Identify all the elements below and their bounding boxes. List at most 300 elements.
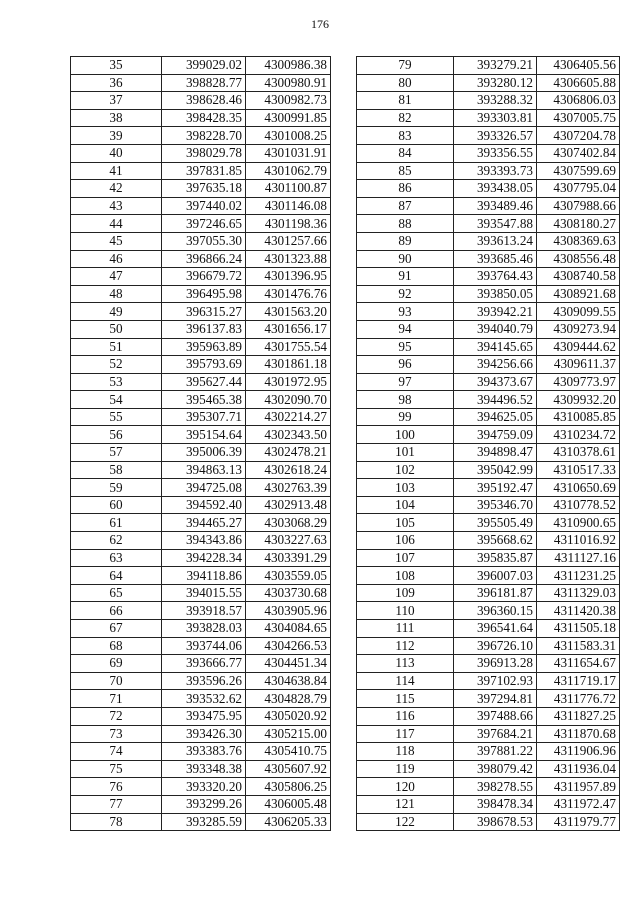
y-coordinate-cell: 4310900.65: [537, 514, 620, 532]
table-row: [357, 690, 620, 708]
point-number-cell: 91: [357, 268, 454, 286]
y-coordinate-cell: 4306806.03: [537, 92, 620, 110]
table-row: [357, 672, 620, 690]
point-number-cell: 44: [71, 215, 162, 233]
table-row: [71, 92, 331, 110]
x-coordinate-cell: 398428.35: [162, 109, 246, 127]
table-row: [71, 672, 331, 690]
point-number-cell: 36: [71, 74, 162, 92]
x-coordinate-cell: 393320.20: [162, 778, 246, 796]
y-coordinate-cell: 4308556.48: [537, 250, 620, 268]
point-number-cell: 46: [71, 250, 162, 268]
point-number-cell: 62: [71, 532, 162, 550]
x-coordinate-cell: 395835.87: [454, 549, 537, 567]
y-coordinate-cell: 4310650.69: [537, 479, 620, 497]
point-number-cell: 102: [357, 461, 454, 479]
point-number-cell: 89: [357, 232, 454, 250]
y-coordinate-cell: 4309444.62: [537, 338, 620, 356]
point-number-cell: 69: [71, 655, 162, 673]
table-row: [357, 197, 620, 215]
x-coordinate-cell: 393532.62: [162, 690, 246, 708]
table-row: [71, 426, 331, 444]
point-number-cell: 105: [357, 514, 454, 532]
x-coordinate-cell: 397488.66: [454, 707, 537, 725]
table-row: [357, 479, 620, 497]
x-coordinate-cell: 396726.10: [454, 637, 537, 655]
x-coordinate-cell: 396007.03: [454, 567, 537, 585]
y-coordinate-cell: 4311719.17: [537, 672, 620, 690]
point-number-cell: 84: [357, 144, 454, 162]
y-coordinate-cell: 4303905.96: [246, 602, 331, 620]
x-coordinate-cell: 393489.46: [454, 197, 537, 215]
point-number-cell: 52: [71, 356, 162, 374]
x-coordinate-cell: 393303.81: [454, 109, 537, 127]
y-coordinate-cell: 4304451.34: [246, 655, 331, 673]
point-number-cell: 59: [71, 479, 162, 497]
y-coordinate-cell: 4300991.85: [246, 109, 331, 127]
y-coordinate-cell: 4307402.84: [537, 144, 620, 162]
x-coordinate-cell: 395793.69: [162, 356, 246, 374]
y-coordinate-cell: 4309932.20: [537, 391, 620, 409]
y-coordinate-cell: 4310234.72: [537, 426, 620, 444]
y-coordinate-cell: 4301100.87: [246, 180, 331, 198]
table-row: [357, 567, 620, 585]
x-coordinate-cell: 398079.42: [454, 760, 537, 778]
x-coordinate-cell: 393383.76: [162, 743, 246, 761]
point-number-cell: 65: [71, 584, 162, 602]
x-coordinate-cell: 393426.30: [162, 725, 246, 743]
x-coordinate-cell: 393547.88: [454, 215, 537, 233]
x-coordinate-cell: 395192.47: [454, 479, 537, 497]
x-coordinate-cell: 394898.47: [454, 444, 537, 462]
x-coordinate-cell: 393828.03: [162, 620, 246, 638]
table-row: [357, 162, 620, 180]
y-coordinate-cell: 4301146.08: [246, 197, 331, 215]
point-number-cell: 66: [71, 602, 162, 620]
x-coordinate-cell: 394496.52: [454, 391, 537, 409]
y-coordinate-cell: 4301008.25: [246, 127, 331, 145]
x-coordinate-cell: 394118.86: [162, 567, 246, 585]
table-row: [71, 180, 331, 198]
x-coordinate-cell: 396495.98: [162, 285, 246, 303]
x-coordinate-cell: 396866.24: [162, 250, 246, 268]
point-number-cell: 96: [357, 356, 454, 374]
table-row: [71, 637, 331, 655]
table-row: [357, 144, 620, 162]
x-coordinate-cell: 398628.46: [162, 92, 246, 110]
page-number: 176: [311, 17, 329, 31]
x-coordinate-cell: 393438.05: [454, 180, 537, 198]
x-coordinate-cell: 397635.18: [162, 180, 246, 198]
x-coordinate-cell: 394040.79: [454, 320, 537, 338]
x-coordinate-cell: 397440.02: [162, 197, 246, 215]
table-row: [71, 778, 331, 796]
y-coordinate-cell: 4301031.91: [246, 144, 331, 162]
x-coordinate-cell: 393744.06: [162, 637, 246, 655]
x-coordinate-cell: 397684.21: [454, 725, 537, 743]
point-number-cell: 122: [357, 813, 454, 831]
table-row: [71, 707, 331, 725]
y-coordinate-cell: 4304638.84: [246, 672, 331, 690]
point-number-cell: 40: [71, 144, 162, 162]
x-coordinate-cell: 398678.53: [454, 813, 537, 831]
x-coordinate-cell: 394343.86: [162, 532, 246, 550]
point-number-cell: 119: [357, 760, 454, 778]
y-coordinate-cell: 4301656.17: [246, 320, 331, 338]
x-coordinate-cell: 394725.08: [162, 479, 246, 497]
table-row: [357, 232, 620, 250]
x-coordinate-cell: 397246.65: [162, 215, 246, 233]
x-coordinate-cell: 395668.62: [454, 532, 537, 550]
point-number-cell: 95: [357, 338, 454, 356]
point-number-cell: 121: [357, 795, 454, 813]
point-number-cell: 68: [71, 637, 162, 655]
y-coordinate-cell: 4302343.50: [246, 426, 331, 444]
x-coordinate-cell: 395627.44: [162, 373, 246, 391]
point-number-cell: 64: [71, 567, 162, 585]
table-row: [71, 285, 331, 303]
y-coordinate-cell: 4301323.88: [246, 250, 331, 268]
table-row: [71, 690, 331, 708]
point-number-cell: 79: [357, 57, 454, 75]
x-coordinate-cell: 393299.26: [162, 795, 246, 813]
y-coordinate-cell: 4311906.96: [537, 743, 620, 761]
point-number-cell: 39: [71, 127, 162, 145]
y-coordinate-cell: 4302763.39: [246, 479, 331, 497]
table-row: [357, 74, 620, 92]
point-number-cell: 53: [71, 373, 162, 391]
y-coordinate-cell: 4301257.66: [246, 232, 331, 250]
table-row: [71, 655, 331, 673]
y-coordinate-cell: 4311231.25: [537, 567, 620, 585]
x-coordinate-cell: 393942.21: [454, 303, 537, 321]
y-coordinate-cell: 4301755.54: [246, 338, 331, 356]
x-coordinate-cell: 397055.30: [162, 232, 246, 250]
point-number-cell: 93: [357, 303, 454, 321]
y-coordinate-cell: 4311827.25: [537, 707, 620, 725]
point-number-cell: 74: [71, 743, 162, 761]
x-coordinate-cell: 393279.21: [454, 57, 537, 75]
y-coordinate-cell: 4311957.89: [537, 778, 620, 796]
y-coordinate-cell: 4311870.68: [537, 725, 620, 743]
x-coordinate-cell: 393613.24: [454, 232, 537, 250]
table-row: [357, 813, 620, 831]
point-number-cell: 73: [71, 725, 162, 743]
x-coordinate-cell: 396541.64: [454, 620, 537, 638]
y-coordinate-cell: 4303227.63: [246, 532, 331, 550]
table-row: [357, 743, 620, 761]
point-number-cell: 85: [357, 162, 454, 180]
y-coordinate-cell: 4301861.18: [246, 356, 331, 374]
table-row: [71, 373, 331, 391]
table-row: [357, 391, 620, 409]
table-row: [357, 549, 620, 567]
point-number-cell: 118: [357, 743, 454, 761]
point-number-cell: 48: [71, 285, 162, 303]
table-row: [357, 655, 620, 673]
y-coordinate-cell: 4307204.78: [537, 127, 620, 145]
table-row: [71, 479, 331, 497]
point-number-cell: 61: [71, 514, 162, 532]
table-row: [71, 760, 331, 778]
table-row: [71, 144, 331, 162]
x-coordinate-cell: 393326.57: [454, 127, 537, 145]
point-number-cell: 90: [357, 250, 454, 268]
point-number-cell: 71: [71, 690, 162, 708]
point-number-cell: 108: [357, 567, 454, 585]
x-coordinate-cell: 396360.15: [454, 602, 537, 620]
point-number-cell: 103: [357, 479, 454, 497]
point-number-cell: 43: [71, 197, 162, 215]
y-coordinate-cell: 4304084.65: [246, 620, 331, 638]
y-coordinate-cell: 4302090.70: [246, 391, 331, 409]
x-coordinate-cell: 394373.67: [454, 373, 537, 391]
y-coordinate-cell: 4308180.27: [537, 215, 620, 233]
x-coordinate-cell: 395346.70: [454, 496, 537, 514]
table-row: [71, 162, 331, 180]
y-coordinate-cell: 4302913.48: [246, 496, 331, 514]
point-number-cell: 67: [71, 620, 162, 638]
table-row: [71, 743, 331, 761]
y-coordinate-cell: 4309773.97: [537, 373, 620, 391]
y-coordinate-cell: 4301476.76: [246, 285, 331, 303]
point-number-cell: 35: [71, 57, 162, 75]
point-number-cell: 99: [357, 408, 454, 426]
point-number-cell: 100: [357, 426, 454, 444]
x-coordinate-cell: 394256.66: [454, 356, 537, 374]
point-number-cell: 109: [357, 584, 454, 602]
table-row: [71, 268, 331, 286]
point-number-cell: 37: [71, 92, 162, 110]
y-coordinate-cell: 4305020.92: [246, 707, 331, 725]
y-coordinate-cell: 4307795.04: [537, 180, 620, 198]
y-coordinate-cell: 4303391.29: [246, 549, 331, 567]
point-number-cell: 87: [357, 197, 454, 215]
x-coordinate-cell: 393280.12: [454, 74, 537, 92]
y-coordinate-cell: 4303730.68: [246, 584, 331, 602]
x-coordinate-cell: 398828.77: [162, 74, 246, 92]
table-row: [71, 532, 331, 550]
table-row: [71, 725, 331, 743]
table-row: [71, 74, 331, 92]
x-coordinate-cell: 393393.73: [454, 162, 537, 180]
y-coordinate-cell: 4310778.52: [537, 496, 620, 514]
x-coordinate-cell: 396315.27: [162, 303, 246, 321]
table-row: [357, 92, 620, 110]
x-coordinate-cell: 395154.64: [162, 426, 246, 444]
table-row: [71, 215, 331, 233]
table-row: [71, 584, 331, 602]
x-coordinate-cell: 393764.43: [454, 268, 537, 286]
coordinates-table-right: [356, 56, 620, 831]
x-coordinate-cell: 399029.02: [162, 57, 246, 75]
x-coordinate-cell: 398478.34: [454, 795, 537, 813]
x-coordinate-cell: 393685.46: [454, 250, 537, 268]
y-coordinate-cell: 4311583.31: [537, 637, 620, 655]
point-number-cell: 120: [357, 778, 454, 796]
table-row: [71, 602, 331, 620]
point-number-cell: 56: [71, 426, 162, 444]
table-row: [357, 426, 620, 444]
table-row: [71, 549, 331, 567]
x-coordinate-cell: 393475.95: [162, 707, 246, 725]
point-number-cell: 57: [71, 444, 162, 462]
table-row: [71, 127, 331, 145]
x-coordinate-cell: 395505.49: [454, 514, 537, 532]
table-row: [357, 514, 620, 532]
point-number-cell: 76: [71, 778, 162, 796]
table-row: [71, 514, 331, 532]
y-coordinate-cell: 4308369.63: [537, 232, 620, 250]
x-coordinate-cell: 396137.83: [162, 320, 246, 338]
y-coordinate-cell: 4306605.88: [537, 74, 620, 92]
table-row: [71, 567, 331, 585]
table-row: [357, 215, 620, 233]
x-coordinate-cell: 396181.87: [454, 584, 537, 602]
table-row: [357, 180, 620, 198]
point-number-cell: 114: [357, 672, 454, 690]
table-row: [71, 338, 331, 356]
table-row: [357, 620, 620, 638]
x-coordinate-cell: 396679.72: [162, 268, 246, 286]
table-row: [357, 127, 620, 145]
point-number-cell: 101: [357, 444, 454, 462]
point-number-cell: 88: [357, 215, 454, 233]
x-coordinate-cell: 393596.26: [162, 672, 246, 690]
x-coordinate-cell: 395006.39: [162, 444, 246, 462]
point-number-cell: 50: [71, 320, 162, 338]
x-coordinate-cell: 394465.27: [162, 514, 246, 532]
table-row: [357, 268, 620, 286]
table-row: [71, 391, 331, 409]
x-coordinate-cell: 395963.89: [162, 338, 246, 356]
y-coordinate-cell: 4305410.75: [246, 743, 331, 761]
table-body-left: [71, 57, 331, 831]
table-row: [357, 795, 620, 813]
x-coordinate-cell: 394759.09: [454, 426, 537, 444]
point-number-cell: 117: [357, 725, 454, 743]
table-row: [71, 813, 331, 831]
table-row: [357, 444, 620, 462]
table-row: [357, 725, 620, 743]
x-coordinate-cell: 397102.93: [454, 672, 537, 690]
y-coordinate-cell: 4301062.79: [246, 162, 331, 180]
y-coordinate-cell: 4311016.92: [537, 532, 620, 550]
y-coordinate-cell: 4300982.73: [246, 92, 331, 110]
y-coordinate-cell: 4307988.66: [537, 197, 620, 215]
y-coordinate-cell: 4311776.72: [537, 690, 620, 708]
y-coordinate-cell: 4302214.27: [246, 408, 331, 426]
point-number-cell: 75: [71, 760, 162, 778]
point-number-cell: 115: [357, 690, 454, 708]
point-number-cell: 83: [357, 127, 454, 145]
point-number-cell: 72: [71, 707, 162, 725]
table-row: [71, 356, 331, 374]
point-number-cell: 49: [71, 303, 162, 321]
table-row: [357, 109, 620, 127]
table-row: [71, 57, 331, 75]
y-coordinate-cell: 4306005.48: [246, 795, 331, 813]
point-number-cell: 111: [357, 620, 454, 638]
y-coordinate-cell: 4310085.85: [537, 408, 620, 426]
table-row: [357, 637, 620, 655]
table-row: [357, 408, 620, 426]
table-row: [357, 57, 620, 75]
y-coordinate-cell: 4311972.47: [537, 795, 620, 813]
y-coordinate-cell: 4311654.67: [537, 655, 620, 673]
y-coordinate-cell: 4310517.33: [537, 461, 620, 479]
y-coordinate-cell: 4311505.18: [537, 620, 620, 638]
point-number-cell: 97: [357, 373, 454, 391]
x-coordinate-cell: 394863.13: [162, 461, 246, 479]
point-number-cell: 42: [71, 180, 162, 198]
y-coordinate-cell: 4306405.56: [537, 57, 620, 75]
table-row: [71, 461, 331, 479]
y-coordinate-cell: 4304828.79: [246, 690, 331, 708]
point-number-cell: 110: [357, 602, 454, 620]
x-coordinate-cell: 394592.40: [162, 496, 246, 514]
point-number-cell: 58: [71, 461, 162, 479]
y-coordinate-cell: 4300980.91: [246, 74, 331, 92]
x-coordinate-cell: 396913.28: [454, 655, 537, 673]
table-row: [357, 532, 620, 550]
y-coordinate-cell: 4308740.58: [537, 268, 620, 286]
point-number-cell: 77: [71, 795, 162, 813]
y-coordinate-cell: 4301972.95: [246, 373, 331, 391]
y-coordinate-cell: 4306205.33: [246, 813, 331, 831]
y-coordinate-cell: 4303068.29: [246, 514, 331, 532]
y-coordinate-cell: 4303559.05: [246, 567, 331, 585]
point-number-cell: 104: [357, 496, 454, 514]
point-number-cell: 78: [71, 813, 162, 831]
table-row: [71, 795, 331, 813]
table-row: [357, 602, 620, 620]
table-row: [357, 338, 620, 356]
x-coordinate-cell: 398228.70: [162, 127, 246, 145]
point-number-cell: 38: [71, 109, 162, 127]
y-coordinate-cell: 4309611.37: [537, 356, 620, 374]
y-coordinate-cell: 4308921.68: [537, 285, 620, 303]
x-coordinate-cell: 398029.78: [162, 144, 246, 162]
x-coordinate-cell: 394145.65: [454, 338, 537, 356]
x-coordinate-cell: 393348.38: [162, 760, 246, 778]
y-coordinate-cell: 4301396.95: [246, 268, 331, 286]
point-number-cell: 54: [71, 391, 162, 409]
y-coordinate-cell: 4305806.25: [246, 778, 331, 796]
x-coordinate-cell: 397881.22: [454, 743, 537, 761]
table-row: [71, 496, 331, 514]
y-coordinate-cell: 4311979.77: [537, 813, 620, 831]
y-coordinate-cell: 4300986.38: [246, 57, 331, 75]
table-row: [71, 620, 331, 638]
point-number-cell: 41: [71, 162, 162, 180]
point-number-cell: 112: [357, 637, 454, 655]
table-row: [71, 109, 331, 127]
point-number-cell: 80: [357, 74, 454, 92]
table-row: [71, 250, 331, 268]
coordinates-table-left: [70, 56, 331, 831]
table-row: [357, 496, 620, 514]
y-coordinate-cell: 4311420.38: [537, 602, 620, 620]
y-coordinate-cell: 4311936.04: [537, 760, 620, 778]
y-coordinate-cell: 4309273.94: [537, 320, 620, 338]
table-row: [357, 584, 620, 602]
x-coordinate-cell: 393850.05: [454, 285, 537, 303]
point-number-cell: 81: [357, 92, 454, 110]
y-coordinate-cell: 4310378.61: [537, 444, 620, 462]
table-row: [71, 303, 331, 321]
y-coordinate-cell: 4301563.20: [246, 303, 331, 321]
